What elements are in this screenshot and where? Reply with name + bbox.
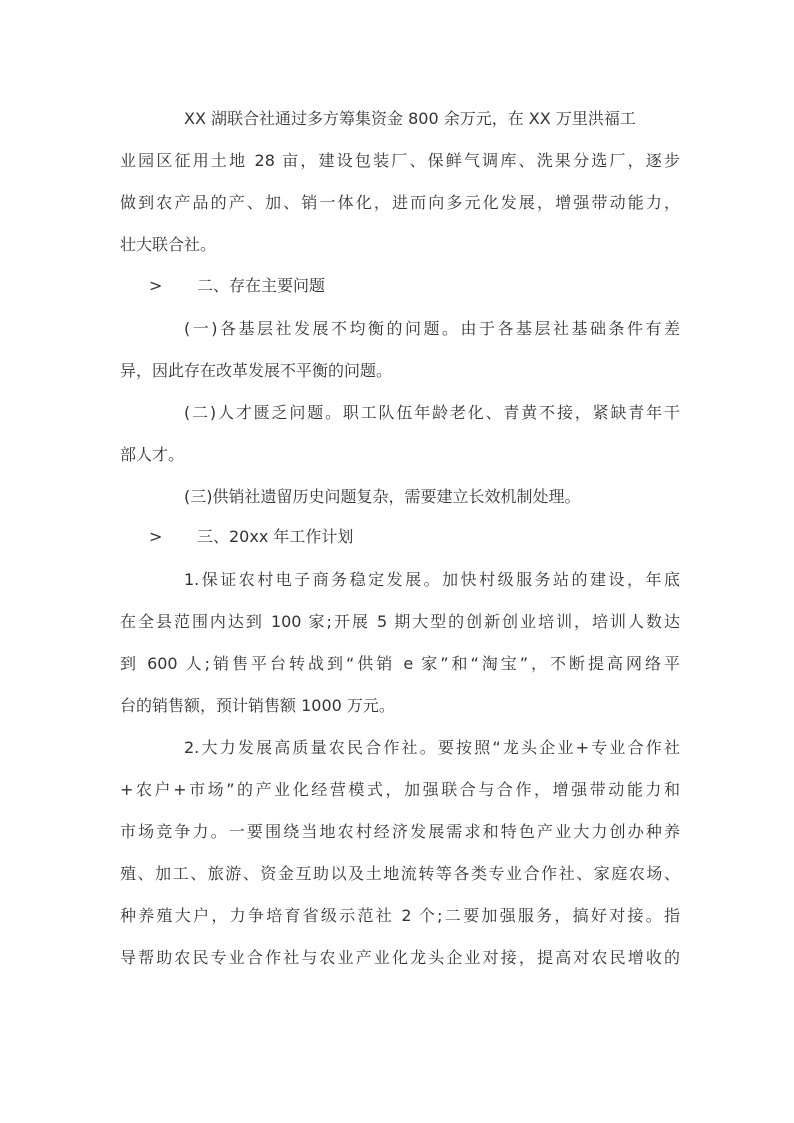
problem-3-line-1: (三)供销社遗留历史问题复杂，需要建立长效机制处理。 <box>184 487 581 506</box>
problem-1-line-1: (一)各基层社发展不均衡的问题。由于各基层社基础条件有差 <box>184 319 680 338</box>
plan-1-line-2: 在全县范围内达到 100 家;开展 5 期大型的创新创业培训，培训人数达 <box>120 612 680 631</box>
plan-1-line-3: 到 600 人;销售平台转战到“供销 e 家”和“淘宝”，不断提高网络平 <box>120 654 680 673</box>
plan-2-line-3: 市场竞争力。一要围绕当地农村经济发展需求和特色产业大力创办种养 <box>120 822 680 841</box>
plan-1-line-4: 台的销售额，预计销售额 1000 万元。 <box>120 696 395 715</box>
plan-2-line-4: 殖、加工、旅游、资金互助以及土地流转等各类专业合作社、家庭农场、 <box>120 864 680 883</box>
problem-1-line-2: 异，因此存在改革发展不平衡的问题。 <box>120 361 393 380</box>
plan-1-line-1: 1.保证农村电子商务稳定发展。加快村级服务站的建设，年底 <box>184 570 680 589</box>
paragraph-1-line-4: 壮大联合社。 <box>120 235 217 254</box>
problem-2-line-1: (二)人才匮乏问题。职工队伍年龄老化、青黄不接，紧缺青年干 <box>184 403 680 422</box>
section-heading-problems: 二、存在主要问题 <box>197 276 326 295</box>
plan-2-line-1: 2.大力发展高质量农民合作社。要按照“龙头企业+专业合作社 <box>184 738 680 757</box>
heading-bullet-marker: > <box>149 276 163 295</box>
plan-2-line-2: +农户+市场”的产业化经营模式，加强联合与合作，增强带动能力和 <box>120 780 680 799</box>
problem-2-line-2: 部人才。 <box>120 445 185 464</box>
heading-bullet-marker: > <box>149 527 163 546</box>
plan-2-line-6: 导帮助农民专业合作社与农业产业化龙头企业对接，提高对农民增收的 <box>120 948 680 967</box>
paragraph-1-line-2: 业园区征用土地 28 亩，建设包装厂、保鲜气调库、洗果分选厂，逐步 <box>120 151 680 170</box>
plan-2-line-5: 种养殖大户，力争培育省级示范社 2 个;二要加强服务，搞好对接。指 <box>120 906 680 925</box>
paragraph-1-line-3: 做到农产品的产、加、销一体化，进而向多元化发展，增强带动能力， <box>120 193 680 212</box>
section-heading-work-plan: 三、20xx 年工作计划 <box>197 527 354 546</box>
paragraph-1-line-1: XX 湖联合社通过多方筹集资金 800 余万元，在 XX 万里洪福工 <box>184 109 636 128</box>
